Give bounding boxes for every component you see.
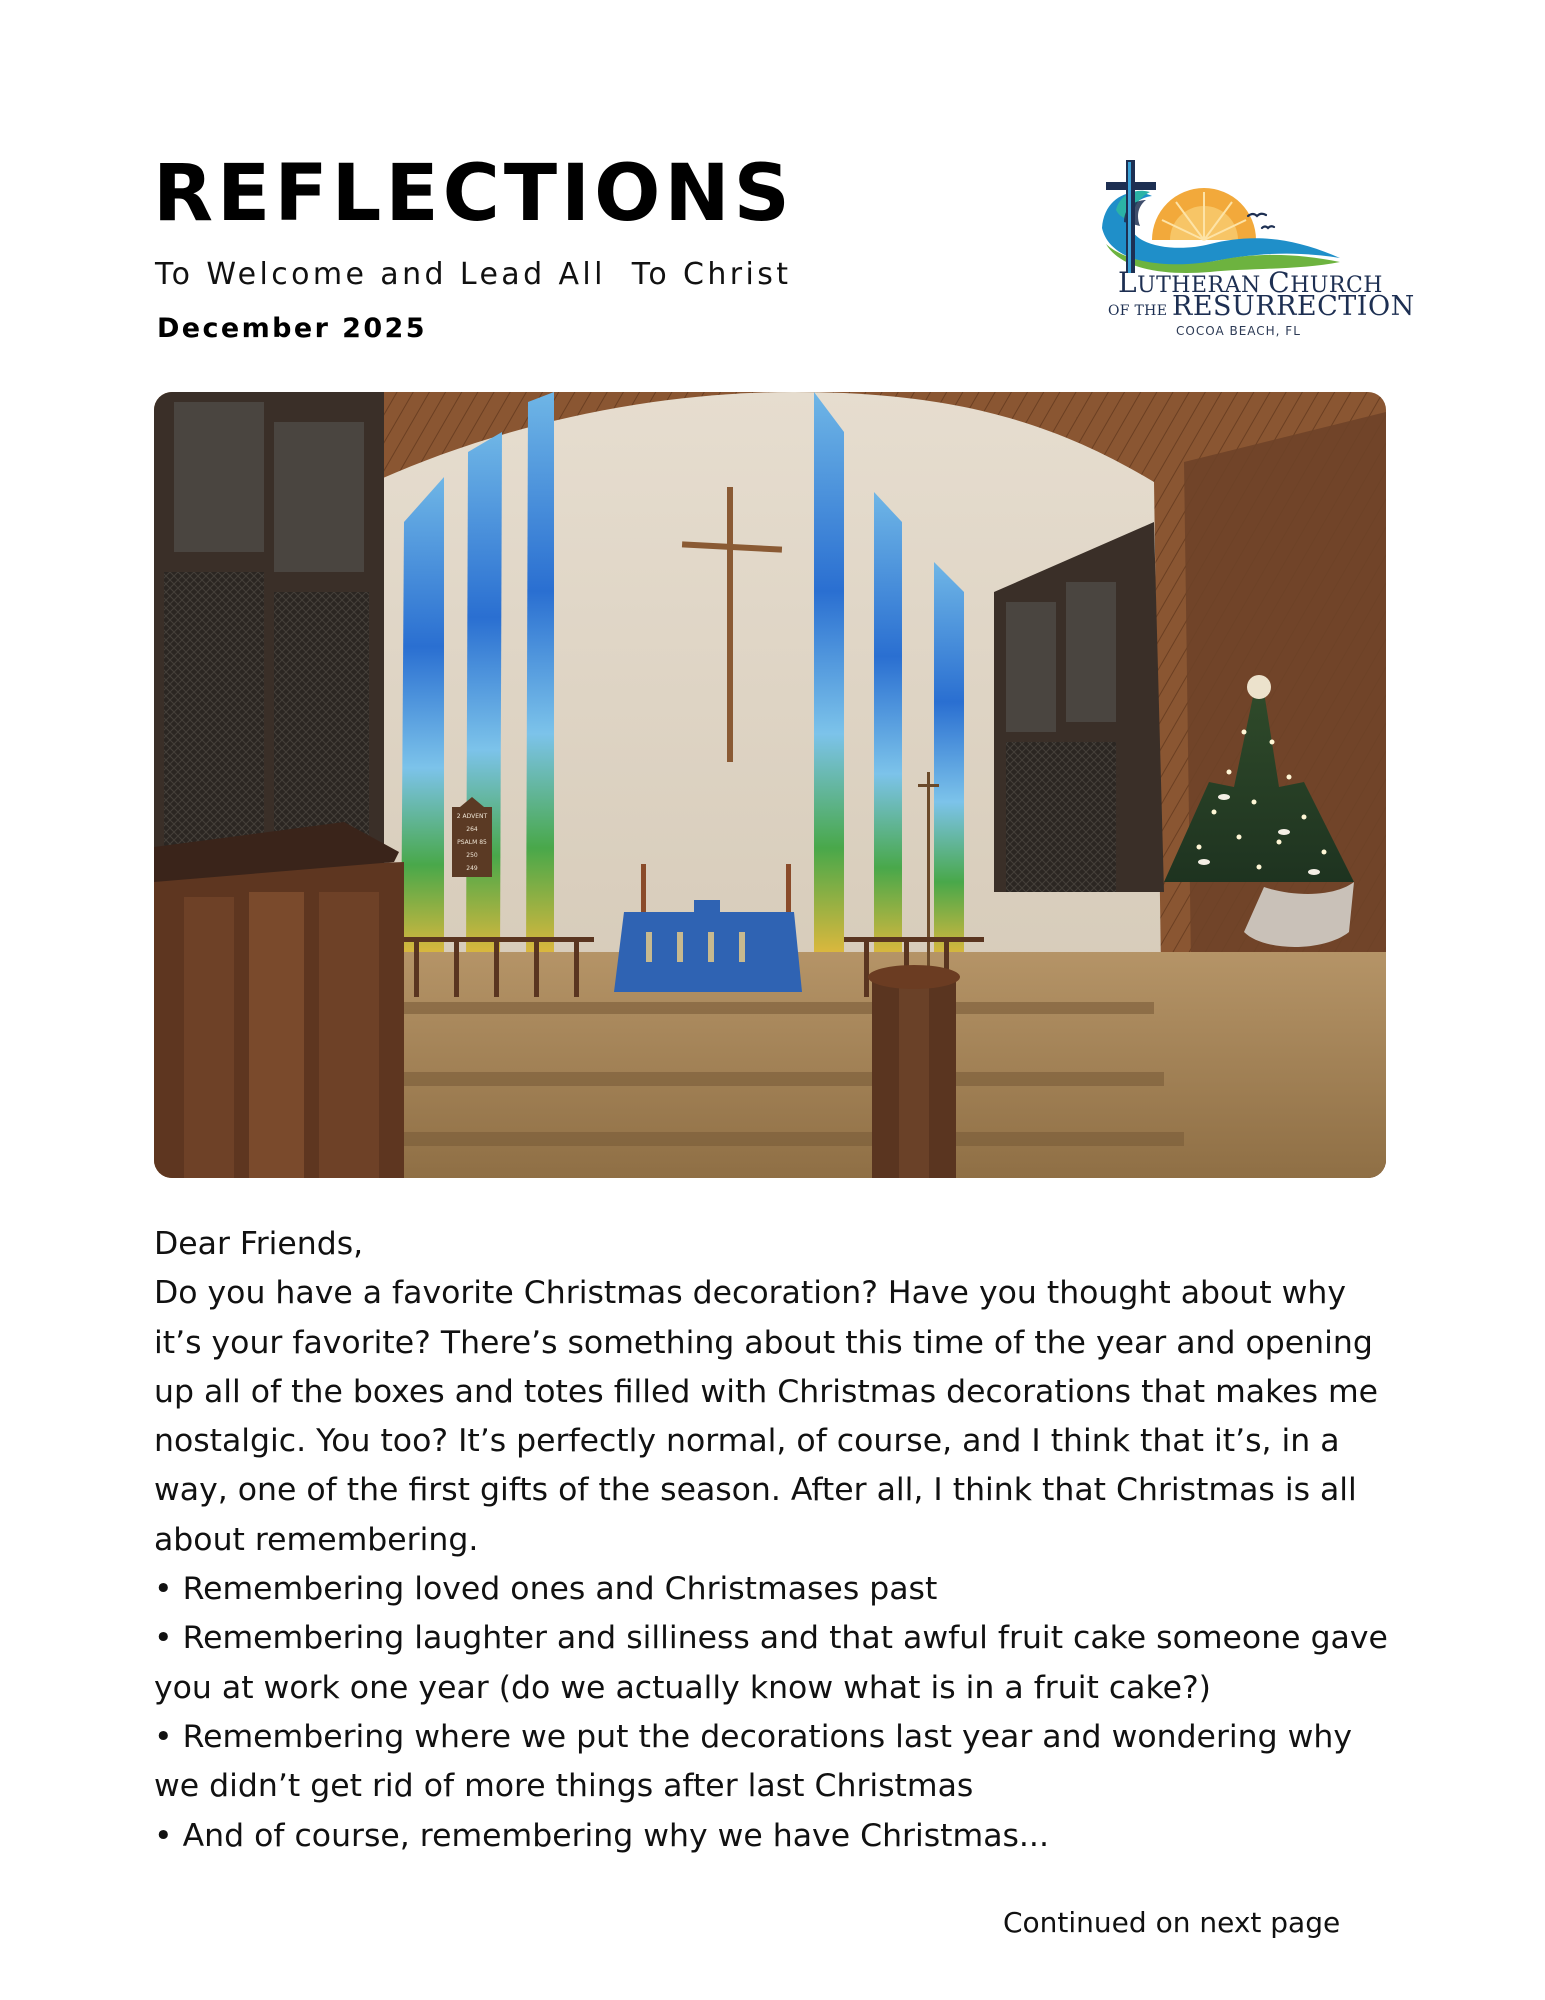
- logo-name-line2: OF THE RESURRECTION: [1108, 291, 1415, 322]
- logo-location: COCOA BEACH, FL: [1176, 324, 1301, 338]
- list-item: • Remembering loved ones and Christmases past: [154, 1571, 938, 1608]
- baptismal-font: [868, 965, 960, 1178]
- pastor-letter: [154, 1220, 1394, 1861]
- hymn-board-line: 249: [466, 865, 478, 872]
- letter-salutation: Dear Friends,: [154, 1226, 364, 1262]
- sanctuary-photo: [154, 392, 1386, 1178]
- hymn-board-line: 250: [466, 852, 478, 859]
- logo-emblem-icon: [1090, 158, 1380, 273]
- remembering-list: [154, 1565, 1394, 1861]
- continued-note: Continued on next page: [1003, 1906, 1341, 1939]
- letter-paragraph: Do you have a favorite Christmas decoration? Have you thought about why it’s your favorite? There’s something about this time of the year and opening up all of the boxes and totes filled with Christmas decorations that makes me nostalgic. You too? It’s perfectly normal, of course, and I think that it’s, in a way, one of the first gifts of the season. After all, I think that Christmas is all about remembering.: [154, 1275, 1379, 1558]
- tagline: To Welcome and Lead All To Christ: [155, 257, 792, 292]
- hymn-board-line: 2 ADVENT: [456, 813, 488, 820]
- hymn-board-line: PSALM 85: [457, 839, 487, 846]
- pulpit: [154, 822, 404, 1178]
- sun-icon: [1152, 188, 1256, 240]
- list-item: • And of course, remembering why we have Christmas...: [154, 1817, 1049, 1854]
- list-item: • Remembering laughter and silliness and that awful fruit cake someone gave you at work one year (do we actually know what is in a fruit cake?): [154, 1620, 1388, 1706]
- church-logo: [1090, 158, 1415, 338]
- list-item: • Remembering where we put the decorations last year and wondering why we didn’t get rid of more things after last Christmas: [154, 1718, 1352, 1805]
- newsletter-title: REFLECTIONS: [153, 149, 794, 239]
- logo-name-line1: LUTHERAN CHURCH: [1118, 266, 1383, 299]
- issue-date: December 2025: [157, 313, 427, 344]
- hymn-board-line: 264: [466, 826, 478, 833]
